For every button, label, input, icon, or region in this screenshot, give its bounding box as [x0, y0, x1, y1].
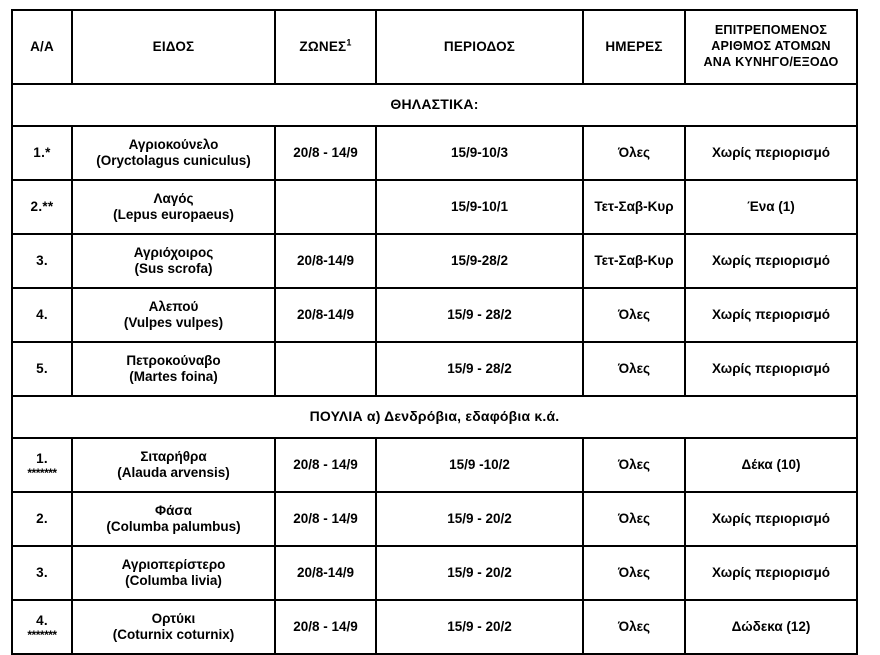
column-header-zones-label: ΖΩΝΕΣ	[299, 38, 347, 54]
species-common-name: Αγριοκούνελο	[128, 136, 219, 152]
zones-cell: 20/8 - 14/9	[275, 600, 376, 654]
days-cell: Όλες	[583, 600, 685, 654]
zones-cell: 20/8 - 14/9	[275, 438, 376, 492]
species-latin-name: (Vulpes vulpes)	[123, 315, 224, 330]
row-index-number: 4.	[36, 306, 48, 322]
zones-cell: 20/8 - 14/9	[275, 492, 376, 546]
row-index-cell	[12, 288, 72, 342]
zones-cell: 20/8 - 14/9	[275, 126, 376, 180]
species-common-name: Αγριοπερίστερο	[121, 556, 226, 572]
days-cell: Τετ-Σαβ-Κυρ	[583, 234, 685, 288]
zones-cell: 20/8-14/9	[275, 288, 376, 342]
species-cell	[72, 126, 275, 180]
section-header-row	[12, 84, 857, 126]
species-latin-name: (Columba livia)	[125, 573, 222, 588]
species-latin-name: (Oryctolagus cuniculus)	[96, 153, 251, 168]
allowed-number-cell: Χωρίς περιορισμό	[685, 234, 857, 288]
row-index-number: 3.	[36, 564, 48, 580]
table-row	[12, 438, 857, 492]
species-cell	[72, 234, 275, 288]
species-latin-name: (Alauda arvensis)	[117, 465, 230, 480]
row-index-cell	[12, 438, 72, 492]
species-common-name: Ορτύκι	[151, 610, 196, 626]
table-header-row	[12, 10, 857, 84]
period-cell: 15/9 - 20/2	[376, 600, 583, 654]
days-cell: Όλες	[583, 126, 685, 180]
species-common-name: Αγριόχοιρος	[133, 244, 214, 260]
table-row	[12, 180, 857, 234]
species-cell	[72, 288, 275, 342]
species-cell	[72, 180, 275, 234]
species-latin-name: (Sus scrofa)	[134, 261, 213, 276]
allowed-number-cell: Δώδεκα (12)	[685, 600, 857, 654]
period-cell: 15/9 - 20/2	[376, 546, 583, 600]
period-cell: 15/9 -10/2	[376, 438, 583, 492]
row-index-number: 2.**	[30, 198, 54, 214]
allowed-number-cell: Χωρίς περιορισμό	[685, 492, 857, 546]
table-row	[12, 126, 857, 180]
table-row	[12, 234, 857, 288]
zones-cell	[275, 180, 376, 234]
species-cell	[72, 342, 275, 396]
table-body	[12, 84, 857, 654]
table-header	[12, 10, 857, 84]
row-index-number: 2.	[36, 510, 48, 526]
allowed-number-cell: Ένα (1)	[685, 180, 857, 234]
table-row	[12, 342, 857, 396]
period-cell: 15/9 - 20/2	[376, 492, 583, 546]
column-header-period: ΠΕΡΙΟΔΟΣ	[376, 10, 583, 84]
days-cell: Όλες	[583, 546, 685, 600]
column-header-allowed-number	[685, 10, 857, 84]
species-common-name: Πετροκούναβο	[126, 352, 221, 368]
row-index-number: 5.	[36, 360, 48, 376]
days-cell: Όλες	[583, 492, 685, 546]
days-cell: Όλες	[583, 288, 685, 342]
zones-footnote-marker: 1	[346, 37, 352, 48]
section-title-mammals: ΘΗΛΑΣΤΙΚΑ:	[12, 84, 857, 126]
allowed-number-cell: Χωρίς περιορισμό	[685, 288, 857, 342]
row-index-footnote-stars: *******	[27, 628, 57, 643]
species-cell	[72, 546, 275, 600]
species-common-name: Λαγός	[153, 190, 194, 206]
row-index-number: 1.	[36, 450, 48, 466]
species-cell	[72, 600, 275, 654]
row-index-number: 1.*	[33, 144, 51, 160]
period-cell: 15/9-10/3	[376, 126, 583, 180]
row-index-cell	[12, 492, 72, 546]
species-cell	[72, 438, 275, 492]
species-common-name: Φάσα	[155, 502, 192, 518]
zones-cell: 20/8-14/9	[275, 546, 376, 600]
column-header-aa: Α/Α	[12, 10, 72, 84]
species-common-name: Αλεπού	[148, 298, 199, 314]
species-latin-name: (Columba palumbus)	[106, 519, 241, 534]
period-cell: 15/9-28/2	[376, 234, 583, 288]
period-cell: 15/9-10/1	[376, 180, 583, 234]
column-header-zones	[275, 10, 376, 84]
table-row	[12, 546, 857, 600]
hunting-regulations-table	[11, 9, 858, 655]
zones-cell	[275, 342, 376, 396]
row-index-cell	[12, 180, 72, 234]
allowed-header-line-2: ΑΡΙΘΜΟΣ ΑΤΟΜΩΝ	[711, 39, 831, 54]
days-cell: Όλες	[583, 438, 685, 492]
section-title-birds: ΠΟΥΛΙΑ α) Δενδρόβια, εδαφόβια κ.ά.	[12, 396, 857, 438]
row-index-cell	[12, 126, 72, 180]
row-index-cell	[12, 546, 72, 600]
allowed-number-cell: Χωρίς περιορισμό	[685, 546, 857, 600]
allowed-header-line-1: ΕΠΙΤΡΕΠΟΜΕΝΟΣ	[714, 23, 828, 38]
period-cell: 15/9 - 28/2	[376, 288, 583, 342]
species-latin-name: (Lepus europaeus)	[113, 207, 234, 222]
allowed-number-cell: Χωρίς περιορισμό	[685, 126, 857, 180]
row-index-number: 4.	[36, 612, 48, 628]
days-cell: Τετ-Σαβ-Κυρ	[583, 180, 685, 234]
species-common-name: Σιταρήθρα	[140, 448, 207, 464]
days-cell: Όλες	[583, 342, 685, 396]
section-header-row	[12, 396, 857, 438]
row-index-cell	[12, 600, 72, 654]
row-index-cell	[12, 342, 72, 396]
hunting-regulations-table-container	[11, 9, 856, 655]
row-index-footnote-stars: *******	[27, 466, 57, 481]
species-cell	[72, 492, 275, 546]
row-index-cell	[12, 234, 72, 288]
table-row	[12, 288, 857, 342]
row-index-number: 3.	[36, 252, 48, 268]
allowed-header-line-3: ΑΝΑ ΚΥΝΗΓΟ/ΕΞΟΔΟ	[703, 54, 839, 69]
species-latin-name: (Coturnix coturnix)	[112, 627, 235, 642]
species-latin-name: (Martes foina)	[129, 369, 218, 384]
period-cell: 15/9 - 28/2	[376, 342, 583, 396]
table-row	[12, 492, 857, 546]
table-row	[12, 600, 857, 654]
allowed-number-cell: Χωρίς περιορισμό	[685, 342, 857, 396]
column-header-days: ΗΜΕΡΕΣ	[583, 10, 685, 84]
column-header-species: ΕΙΔΟΣ	[72, 10, 275, 84]
zones-cell: 20/8-14/9	[275, 234, 376, 288]
allowed-number-cell: Δέκα (10)	[685, 438, 857, 492]
